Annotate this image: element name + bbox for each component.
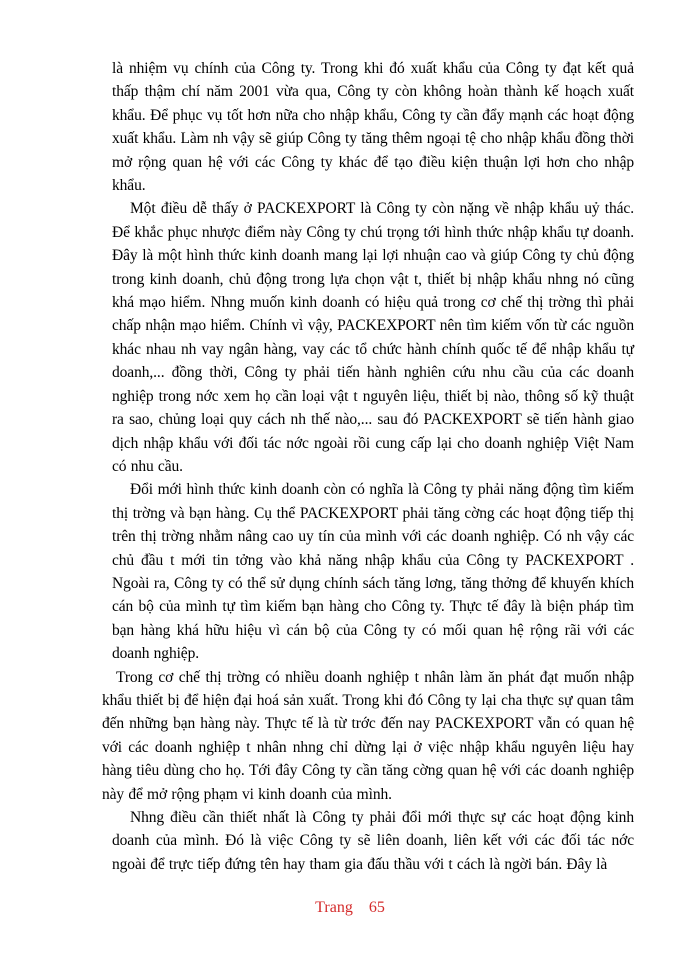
paragraph-3: Đổi mới hình thức kinh doanh còn có nghĩa là Công ty phải năng động tìm kiếm thị trờng và bạn hàng. Cụ thể PACKEXPORT phải tăng cờng các hoạt động tiếp thị trên thị trờng nhằm nâng cao uy tín của mình với các doanh nghiệp. Có nh vậy các chủ đầu t mới tin tởng vào khả năng nhập khẩu của Công ty PACKEXPORT . Ngoài ra, Công ty có thể sử dụng chính sách tăng lơng, tăng thởng để khuyến khích cán bộ của mình tự tìm kiếm bạn hàng cho Công ty. Thực tế đây là biện pháp tìm bạn hàng khá hữu hiệu vì cán bộ của Công ty có mối quan hệ rộng rãi với các doanh nghiệp.	[112, 481, 634, 663]
paragraph-2: Một điều dễ thấy ở PACKEXPORT là Công ty còn nặng về nhập khẩu uỷ thác. Để khắc phục nhược điểm này Công ty chú trọng tới hình thức nhập khẩu tự doanh. Đây là một hình thức kinh doanh mang lại lợi nhuận cao và giúp Công ty chủ động trong kinh doanh, chủ động trong lựa chọn vật t, thiết bị nhập khẩu nhng nó cũng khá mạo hiểm. Nhng muốn kinh doanh có hiệu quả trong cơ chế thị trờng thì phải chấp nhận mạo hiểm. Chính vì vậy, PACKEXPORT nên tìm kiếm vốn từ các nguồn khác nhau nh vay ngân hàng, vay các tổ chức hành chính quốc tế để nhập khẩu tự doanh,... đồng thời, Công ty phải tiến hành nghiên cứu nhu cầu của các doanh nghiệp trong nớc xem họ cần loại vật t nguyên liệu, thiết bị nào, thông số kỹ thuật ra sao, chủng loại quy cách nh thế nào,... sau đó PACKEXPORT sẽ tiến hành giao dịch nhập khẩu với đối tác nớc ngoài rồi cung cấp lại cho doanh nghiệp Việt Nam có nhu cầu.	[112, 200, 634, 475]
page-label: Trang	[315, 899, 353, 916]
paragraph-1: là nhiệm vụ chính của Công ty. Trong khi đó xuất khẩu của Công ty đạt kết quả thấp thậm chí năm 2001 vừa qua, Công ty còn không hoàn thành kế hoạch xuất khẩu. Để phục vụ tốt hơn nữa cho nhập khẩu, Công ty cần đẩy mạnh các hoạt động xuất khẩu. Làm nh vậy sẽ giúp Công ty tăng thêm ngoại tệ cho nhập khẩu đồng thời mở rộng quan hệ với các Công ty khác để tạo điều kiện thuận lợi hơn cho nhập khẩu.	[112, 60, 634, 195]
paragraph-5: Nhng điều cần thiết nhất là Công ty phải đổi mới thực sự các hoạt động kinh doanh của mình. Đó là việc Công ty sẽ liên doanh, liên kết với các đối tác nớc ngoài để trực tiếp đứng tên hay tham gia đấu thầu với t cách là ngời bán. Đây là	[112, 809, 634, 873]
page-footer	[0, 899, 700, 917]
document-page	[102, 57, 634, 907]
paragraph-4: Trong cơ chế thị trờng có nhiều doanh nghiệp t nhân làm ăn phát đạt muốn nhập khẩu thiết bị để hiện đại hoá sản xuất. Trong khi đó Công ty lại cha thực sự quan tâm đến những bạn hàng này. Thực tế là từ trớc đến nay PACKEXPORT vẫn có quan hệ với các doanh nghiệp t nhân nhng chỉ dừng lại ở việc nhập khẩu nguyên liệu hay hàng tiêu dùng cho họ. Tới đây Công ty cần tăng cờng quan hệ với các doanh nghiệp này để mở rộng phạm vi kinh doanh của mình.	[102, 668, 634, 803]
page-number: 65	[368, 899, 385, 916]
